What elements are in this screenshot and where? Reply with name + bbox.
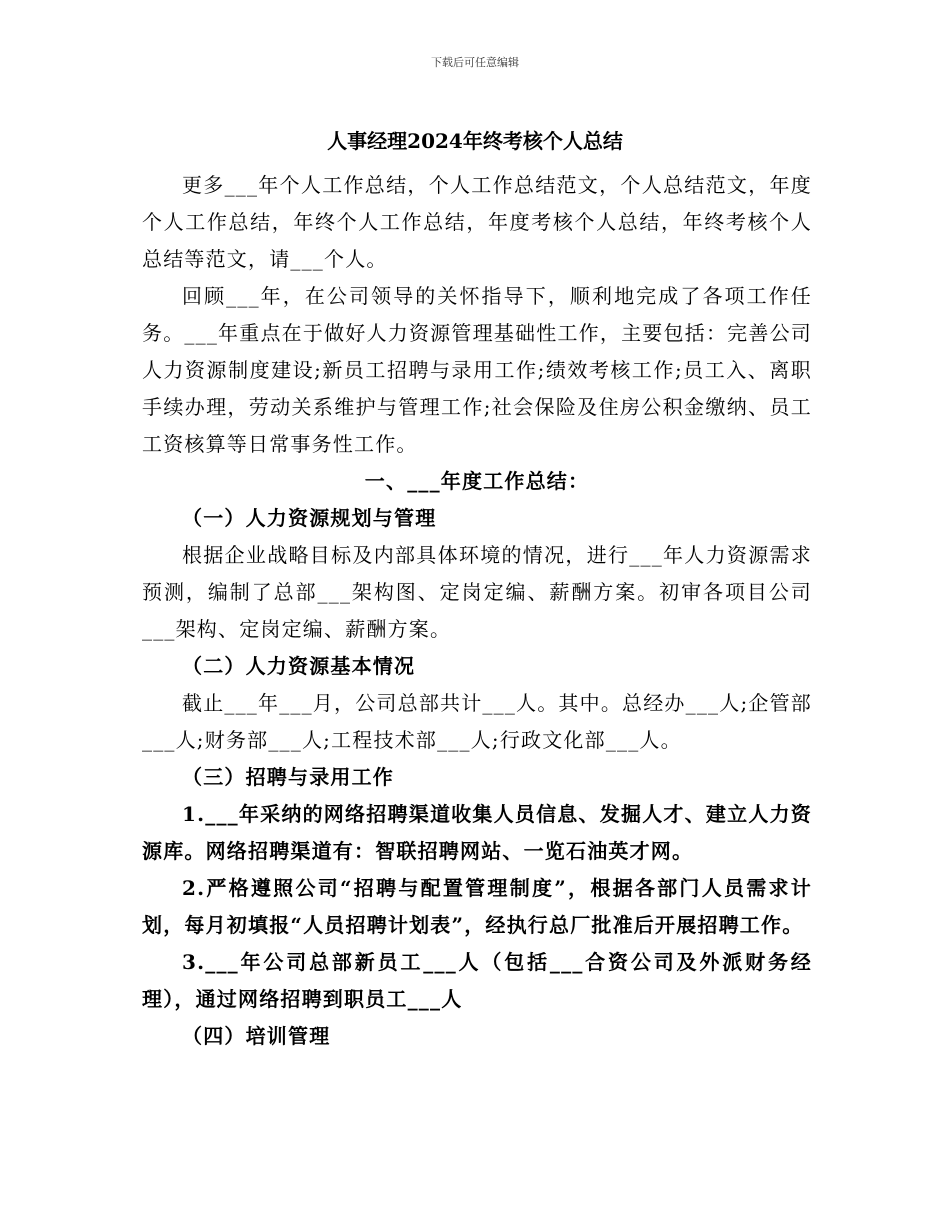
intro-paragraph: 更多___年个人工作总结，个人工作总结范文，个人总结范文，年度个人工作总结，年终个人工作总结，年度考核个人总结，年终考核个人总结等范文，请___个人。: [142, 173, 812, 271]
review-paragraph: 回顾___年，在公司领导的关怀指导下，顺利地完成了各项工作任务。___年重点在于做好人力资源管理基础性工作，主要包括：完善公司人力资源制度建设;新员工招聘与录用工作;绩效考核工作;员工入、离职手续办理，劳动关系维护与管理工作;社会保险及住房公积金缴纳、员工工资核算等日常事务性工作。: [142, 284, 812, 456]
recruitment-item-2: 2.严格遵照公司“招聘与配置管理制度”，根据各部门人员需求计划，每月初填报“人员招聘计划表”，经执行总厂批准后开展招聘工作。: [142, 876, 812, 937]
subsection-1-heading: （一）人力资源规划与管理: [182, 506, 437, 530]
subsection-4-heading: （四）培训管理: [182, 1024, 331, 1048]
document-title: 人事经理2024年终考核个人总结: [327, 129, 623, 153]
subsection-1-text: 根据企业战略目标及内部具体环境的情况，进行___年人力资源需求预测，编制了总部___架构图、定岗定编、薪酬方案。初审各项目公司___架构、定岗定编、薪酬方案。: [142, 543, 812, 641]
header-note: 下载后可任意编辑: [431, 56, 519, 69]
subsection-2-heading: （二）人力资源基本情况: [182, 654, 416, 678]
section-one-heading: 一、___年度工作总结：: [364, 469, 590, 493]
document-body: [142, 167, 812, 1055]
subsection-3-heading: （三）招聘与录用工作: [182, 765, 394, 789]
recruitment-item-3: 3.___年公司总部新员工___人（包括___合资公司及外派财务经理），通过网络招聘到职员工___人: [142, 950, 812, 1011]
recruitment-item-1: 1.___年采纳的网络招聘渠道收集人员信息、发掘人才、建立人力资源库。网络招聘渠道有：智联招聘网站、一览石油英才网。: [142, 802, 812, 863]
subsection-2-text: 截止___年___月，公司总部共计___人。其中。总经办___人;企管部___人;财务部___人;工程技术部___人;行政文化部___人。: [142, 691, 812, 752]
